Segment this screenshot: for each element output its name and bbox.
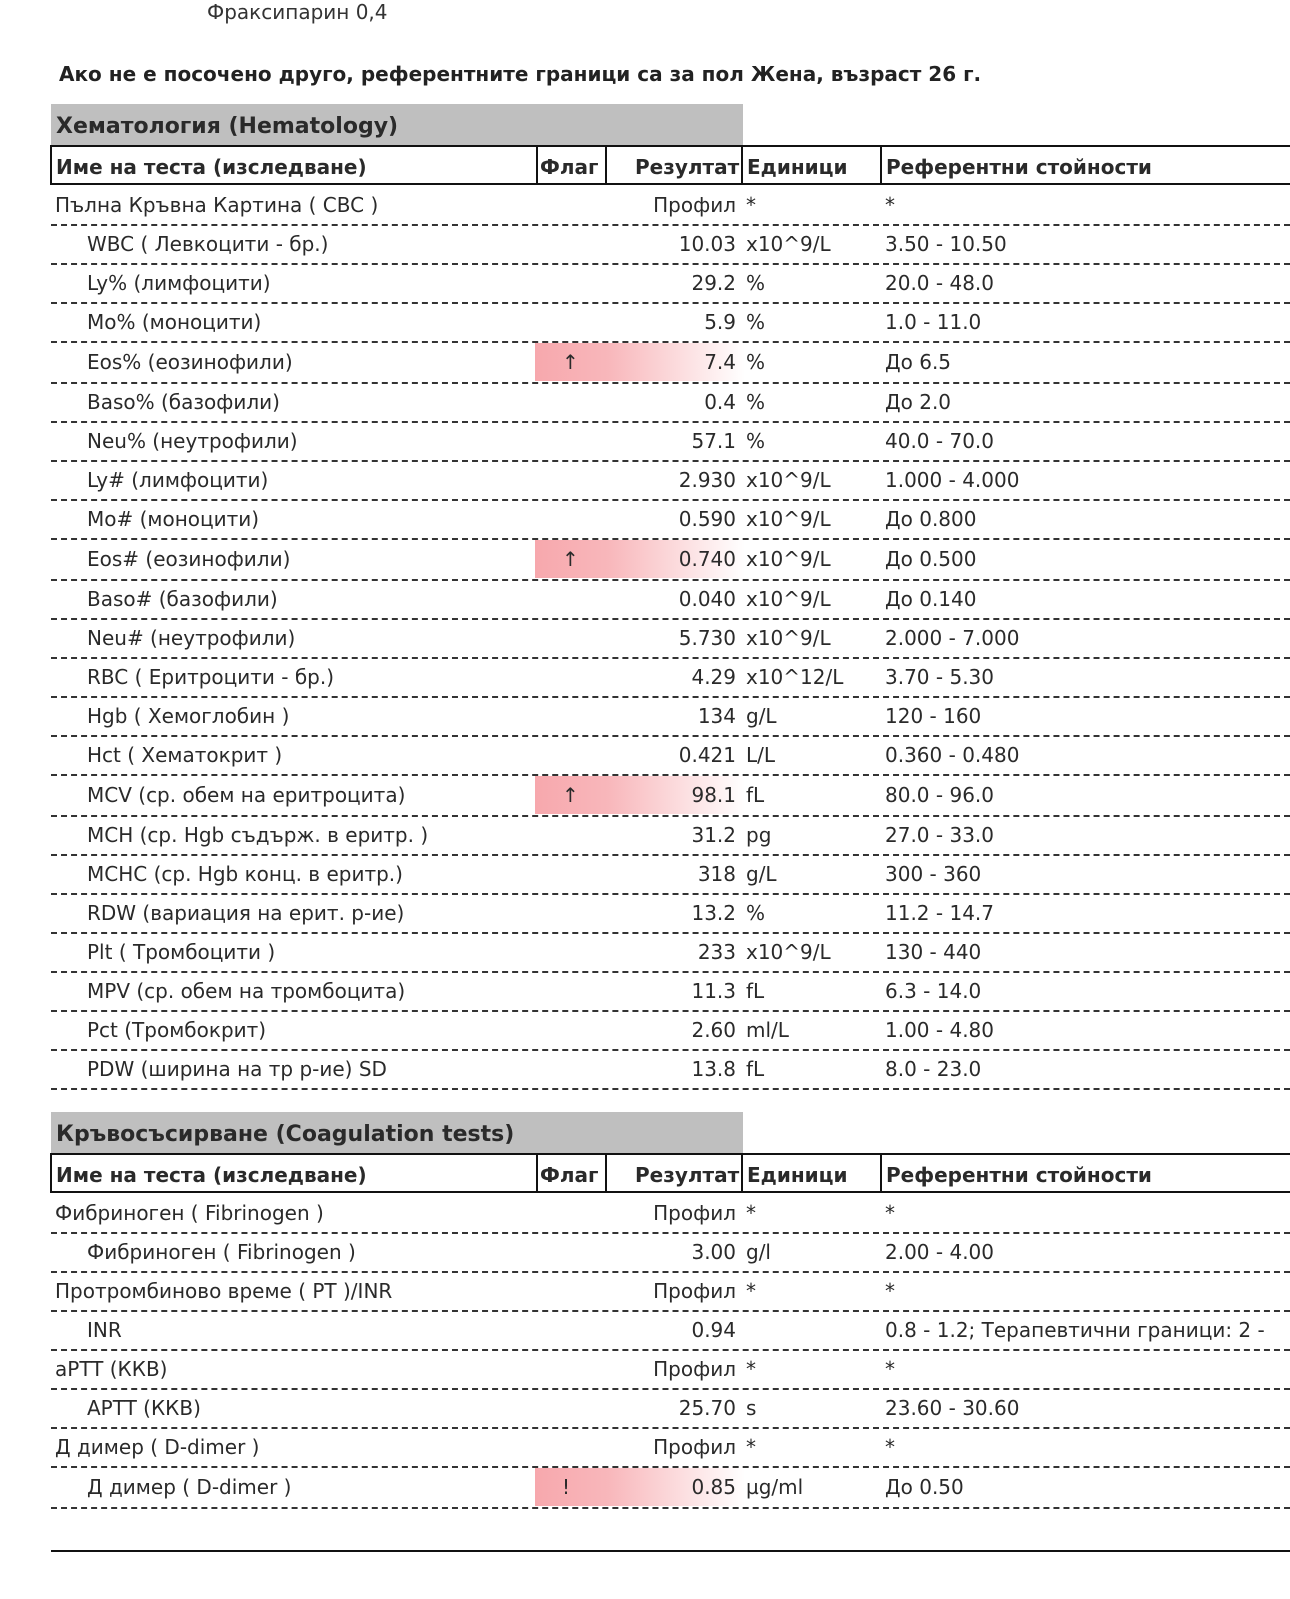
reference-range: * — [885, 1357, 895, 1381]
result-value: Профил — [653, 1279, 736, 1303]
test-name: Eos# (еозинофили) — [87, 547, 291, 571]
test-name: RBC ( Еритроцити - бр.) — [87, 665, 335, 689]
reference-range: 0.8 - 1.2; Терапевтични граници: 2 - — [885, 1318, 1265, 1342]
reference-range: До 0.500 — [885, 547, 977, 571]
table-row — [51, 265, 1290, 304]
result-value: 5.730 — [678, 626, 736, 650]
test-name: Hgb ( Хемоглобин ) — [87, 704, 290, 728]
reference-range: 1.00 - 4.80 — [885, 1018, 994, 1042]
unit-label: x10^9/L — [746, 587, 831, 611]
test-name: Hct ( Хематокрит ) — [87, 743, 283, 767]
test-name: PDW (ширина на тр р-ие) SD — [87, 1057, 387, 1081]
result-value: 0.040 — [678, 587, 736, 611]
unit-label: g/L — [746, 862, 777, 886]
reference-range: До 6.5 — [885, 350, 952, 374]
result-value: 2.930 — [678, 468, 736, 492]
table-row — [51, 501, 1290, 540]
reference-range: 80.0 - 96.0 — [885, 783, 994, 807]
result-value: 10.03 — [678, 232, 736, 256]
table-row — [51, 620, 1290, 659]
unit-label: * — [746, 1279, 756, 1303]
test-name: MCV (ср. обем на еритроцита) — [87, 783, 406, 807]
unit-label: x10^12/L — [746, 665, 844, 689]
flag-indicator: ! — [562, 1475, 571, 1499]
test-name: MCH (ср. Hgb съдърж. в еритр. ) — [87, 823, 429, 847]
table-row — [51, 1051, 1290, 1090]
reference-range: До 2.0 — [885, 390, 952, 414]
table-row — [51, 1468, 1290, 1509]
reference-intro: Ако не е посочено друго, референтните граници са за пол Жена, възраст 26 г. — [59, 62, 982, 86]
unit-label: fL — [746, 783, 765, 807]
reference-range: До 0.50 — [885, 1475, 964, 1499]
test-name: Eos% (еозинофили) — [87, 350, 293, 374]
test-name: Neu# (неутрофили) — [87, 626, 296, 650]
table-row — [51, 304, 1290, 343]
result-value: 11.3 — [691, 979, 736, 1003]
result-value: 0.94 — [691, 1318, 736, 1342]
table-header — [50, 1153, 1290, 1193]
flag-indicator: ↑ — [562, 783, 579, 807]
result-value: 0.740 — [678, 547, 736, 571]
result-value: Профил — [653, 1201, 736, 1225]
column-divider — [741, 1155, 743, 1191]
test-name: MPV (ср. обем на тромбоцита) — [87, 979, 406, 1003]
unit-label: x10^9/L — [746, 468, 831, 492]
reference-range: До 0.140 — [885, 587, 977, 611]
unit-label: x10^9/L — [746, 547, 831, 571]
table-row — [51, 1234, 1290, 1273]
reference-range: 120 - 160 — [885, 704, 982, 728]
unit-label: % — [746, 390, 766, 414]
unit-label: x10^9/L — [746, 507, 831, 531]
test-name: Pct (Тромбокрит) — [87, 1018, 267, 1042]
unit-label: ml/L — [746, 1018, 789, 1042]
test-name: Фибриноген ( Fibrinogen ) — [87, 1240, 356, 1264]
result-value: 134 — [697, 704, 736, 728]
column-header-result: Резултат — [635, 155, 740, 179]
column-header-result: Резултат — [635, 1163, 740, 1187]
table-row — [51, 817, 1290, 856]
column-divider — [880, 1155, 882, 1191]
table-row — [51, 1429, 1290, 1468]
table-header — [50, 145, 1290, 185]
unit-label: s — [746, 1396, 757, 1420]
test-name: Neu% (неутрофили) — [87, 429, 298, 453]
unit-label: µg/ml — [746, 1475, 804, 1499]
result-value: 233 — [697, 940, 736, 964]
test-name: RDW (вариация на ерит. р-ие) — [87, 901, 405, 925]
table-row — [51, 895, 1290, 934]
result-value: Профил — [653, 1435, 736, 1459]
column-header-units: Единици — [747, 155, 848, 179]
table-row — [51, 226, 1290, 265]
table-row — [51, 1012, 1290, 1051]
table-row — [51, 856, 1290, 895]
reference-range: 2.00 - 4.00 — [885, 1240, 994, 1264]
unit-label: * — [746, 193, 756, 217]
result-value: Профил — [653, 1357, 736, 1381]
table-row — [51, 737, 1290, 776]
test-name: Mo# (моноцити) — [87, 507, 260, 531]
result-value: 98.1 — [691, 783, 736, 807]
test-name: Д димер ( D-dimer ) — [55, 1435, 260, 1459]
table-row — [51, 973, 1290, 1012]
result-value: 5.9 — [704, 310, 736, 334]
table-row — [51, 659, 1290, 698]
table-row — [51, 187, 1290, 226]
table-row — [51, 934, 1290, 973]
test-name: Plt ( Тромбоцити ) — [87, 940, 276, 964]
top-note: Фраксипарин 0,4 — [207, 0, 388, 24]
reference-range: * — [885, 193, 895, 217]
unit-label: * — [746, 1201, 756, 1225]
flag-indicator: ↑ — [562, 350, 579, 374]
reference-range: 8.0 - 23.0 — [885, 1057, 982, 1081]
test-name: Д димер ( D-dimer ) — [87, 1475, 292, 1499]
unit-label: % — [746, 350, 766, 374]
reference-range: 0.360 - 0.480 — [885, 743, 1020, 767]
result-value: 4.29 — [691, 665, 736, 689]
result-value: 31.2 — [691, 823, 736, 847]
test-name: Фибриноген ( Fibrinogen ) — [55, 1201, 324, 1225]
table-row — [51, 423, 1290, 462]
reference-range: 1.0 - 11.0 — [885, 310, 982, 334]
unit-label: % — [746, 901, 766, 925]
result-value: 2.60 — [691, 1018, 736, 1042]
table-row — [51, 343, 1290, 384]
table-row — [51, 384, 1290, 423]
result-value: 0.85 — [691, 1475, 736, 1499]
test-name: MCHC (ср. Hgb конц. в еритр.) — [87, 862, 403, 886]
column-header-flag: Флаг — [540, 155, 599, 179]
table-row — [51, 540, 1290, 581]
table-row — [51, 1273, 1290, 1312]
test-name: Baso# (базофили) — [87, 587, 278, 611]
reference-range: 11.2 - 14.7 — [885, 901, 994, 925]
reference-range: 27.0 - 33.0 — [885, 823, 994, 847]
test-name: APTT (ККВ) — [87, 1396, 201, 1420]
result-value: 13.2 — [691, 901, 736, 925]
reference-range: 40.0 - 70.0 — [885, 429, 994, 453]
unit-label: * — [746, 1435, 756, 1459]
reference-range: 6.3 - 14.0 — [885, 979, 982, 1003]
test-name: aPTT (ККВ) — [55, 1357, 168, 1381]
test-name: Ly# (лимфоцити) — [87, 468, 269, 492]
column-divider — [536, 1155, 538, 1191]
result-value: Профил — [653, 193, 736, 217]
reference-range: 20.0 - 48.0 — [885, 271, 994, 295]
column-divider — [536, 147, 538, 183]
reference-range: * — [885, 1435, 895, 1459]
result-value: 0.421 — [678, 743, 736, 767]
reference-range: 23.60 - 30.60 — [885, 1396, 1020, 1420]
unit-label: fL — [746, 1057, 765, 1081]
test-name: Протромбиново време ( PT )/INR — [55, 1279, 393, 1303]
reference-range: 300 - 360 — [885, 862, 982, 886]
unit-label: g/l — [746, 1240, 771, 1264]
column-divider — [605, 147, 607, 183]
reference-range: * — [885, 1201, 895, 1225]
test-name: WBC ( Левкоцити - бр.) — [87, 232, 329, 256]
reference-range: 3.70 - 5.30 — [885, 665, 994, 689]
section-title: Кръвосъсирване (Coagulation tests) — [51, 1112, 743, 1154]
unit-label: % — [746, 271, 766, 295]
table-row — [51, 581, 1290, 620]
unit-label: % — [746, 429, 766, 453]
unit-label: % — [746, 310, 766, 334]
reference-range: * — [885, 1279, 895, 1303]
result-value: 3.00 — [691, 1240, 736, 1264]
unit-label: L/L — [746, 743, 776, 767]
test-name: INR — [87, 1318, 122, 1342]
bottom-divider — [51, 1550, 1290, 1552]
column-divider — [880, 147, 882, 183]
table-row — [51, 462, 1290, 501]
test-name: Mo% (моноцити) — [87, 310, 262, 334]
unit-label: x10^9/L — [746, 232, 831, 256]
reference-range: 130 - 440 — [885, 940, 982, 964]
section-title: Хематология (Hematology) — [51, 104, 743, 146]
column-header-name: Име на теста (изследване) — [56, 155, 367, 179]
reference-range: 2.000 - 7.000 — [885, 626, 1020, 650]
table-row — [51, 698, 1290, 737]
table-row — [51, 1195, 1290, 1234]
result-value: 318 — [697, 862, 736, 886]
table-row — [51, 1390, 1290, 1429]
unit-label: x10^9/L — [746, 940, 831, 964]
result-value: 7.4 — [704, 350, 736, 374]
column-header-name: Име на теста (изследване) — [56, 1163, 367, 1187]
result-value: 29.2 — [691, 271, 736, 295]
table-row — [51, 1312, 1290, 1351]
result-value: 0.4 — [704, 390, 736, 414]
reference-range: 3.50 - 10.50 — [885, 232, 1007, 256]
test-name: Ly% (лимфоцити) — [87, 271, 271, 295]
result-value: 25.70 — [678, 1396, 736, 1420]
column-header-reference: Референтни стойности — [886, 155, 1152, 179]
unit-label: pg — [746, 823, 772, 847]
result-value: 13.8 — [691, 1057, 736, 1081]
column-header-flag: Флаг — [540, 1163, 599, 1187]
test-name: Пълна Кръвна Картина ( CBC ) — [55, 193, 379, 217]
table-row — [51, 1351, 1290, 1390]
column-header-reference: Референтни стойности — [886, 1163, 1152, 1187]
result-value: 0.590 — [678, 507, 736, 531]
test-name: Baso% (базофили) — [87, 390, 280, 414]
column-header-units: Единици — [747, 1163, 848, 1187]
reference-range: 1.000 - 4.000 — [885, 468, 1020, 492]
unit-label: * — [746, 1357, 756, 1381]
reference-range: До 0.800 — [885, 507, 977, 531]
table-row — [51, 776, 1290, 817]
flag-indicator: ↑ — [562, 547, 579, 571]
column-divider — [741, 147, 743, 183]
unit-label: fL — [746, 979, 765, 1003]
result-value: 57.1 — [691, 429, 736, 453]
column-divider — [605, 1155, 607, 1191]
unit-label: g/L — [746, 704, 777, 728]
unit-label: x10^9/L — [746, 626, 831, 650]
